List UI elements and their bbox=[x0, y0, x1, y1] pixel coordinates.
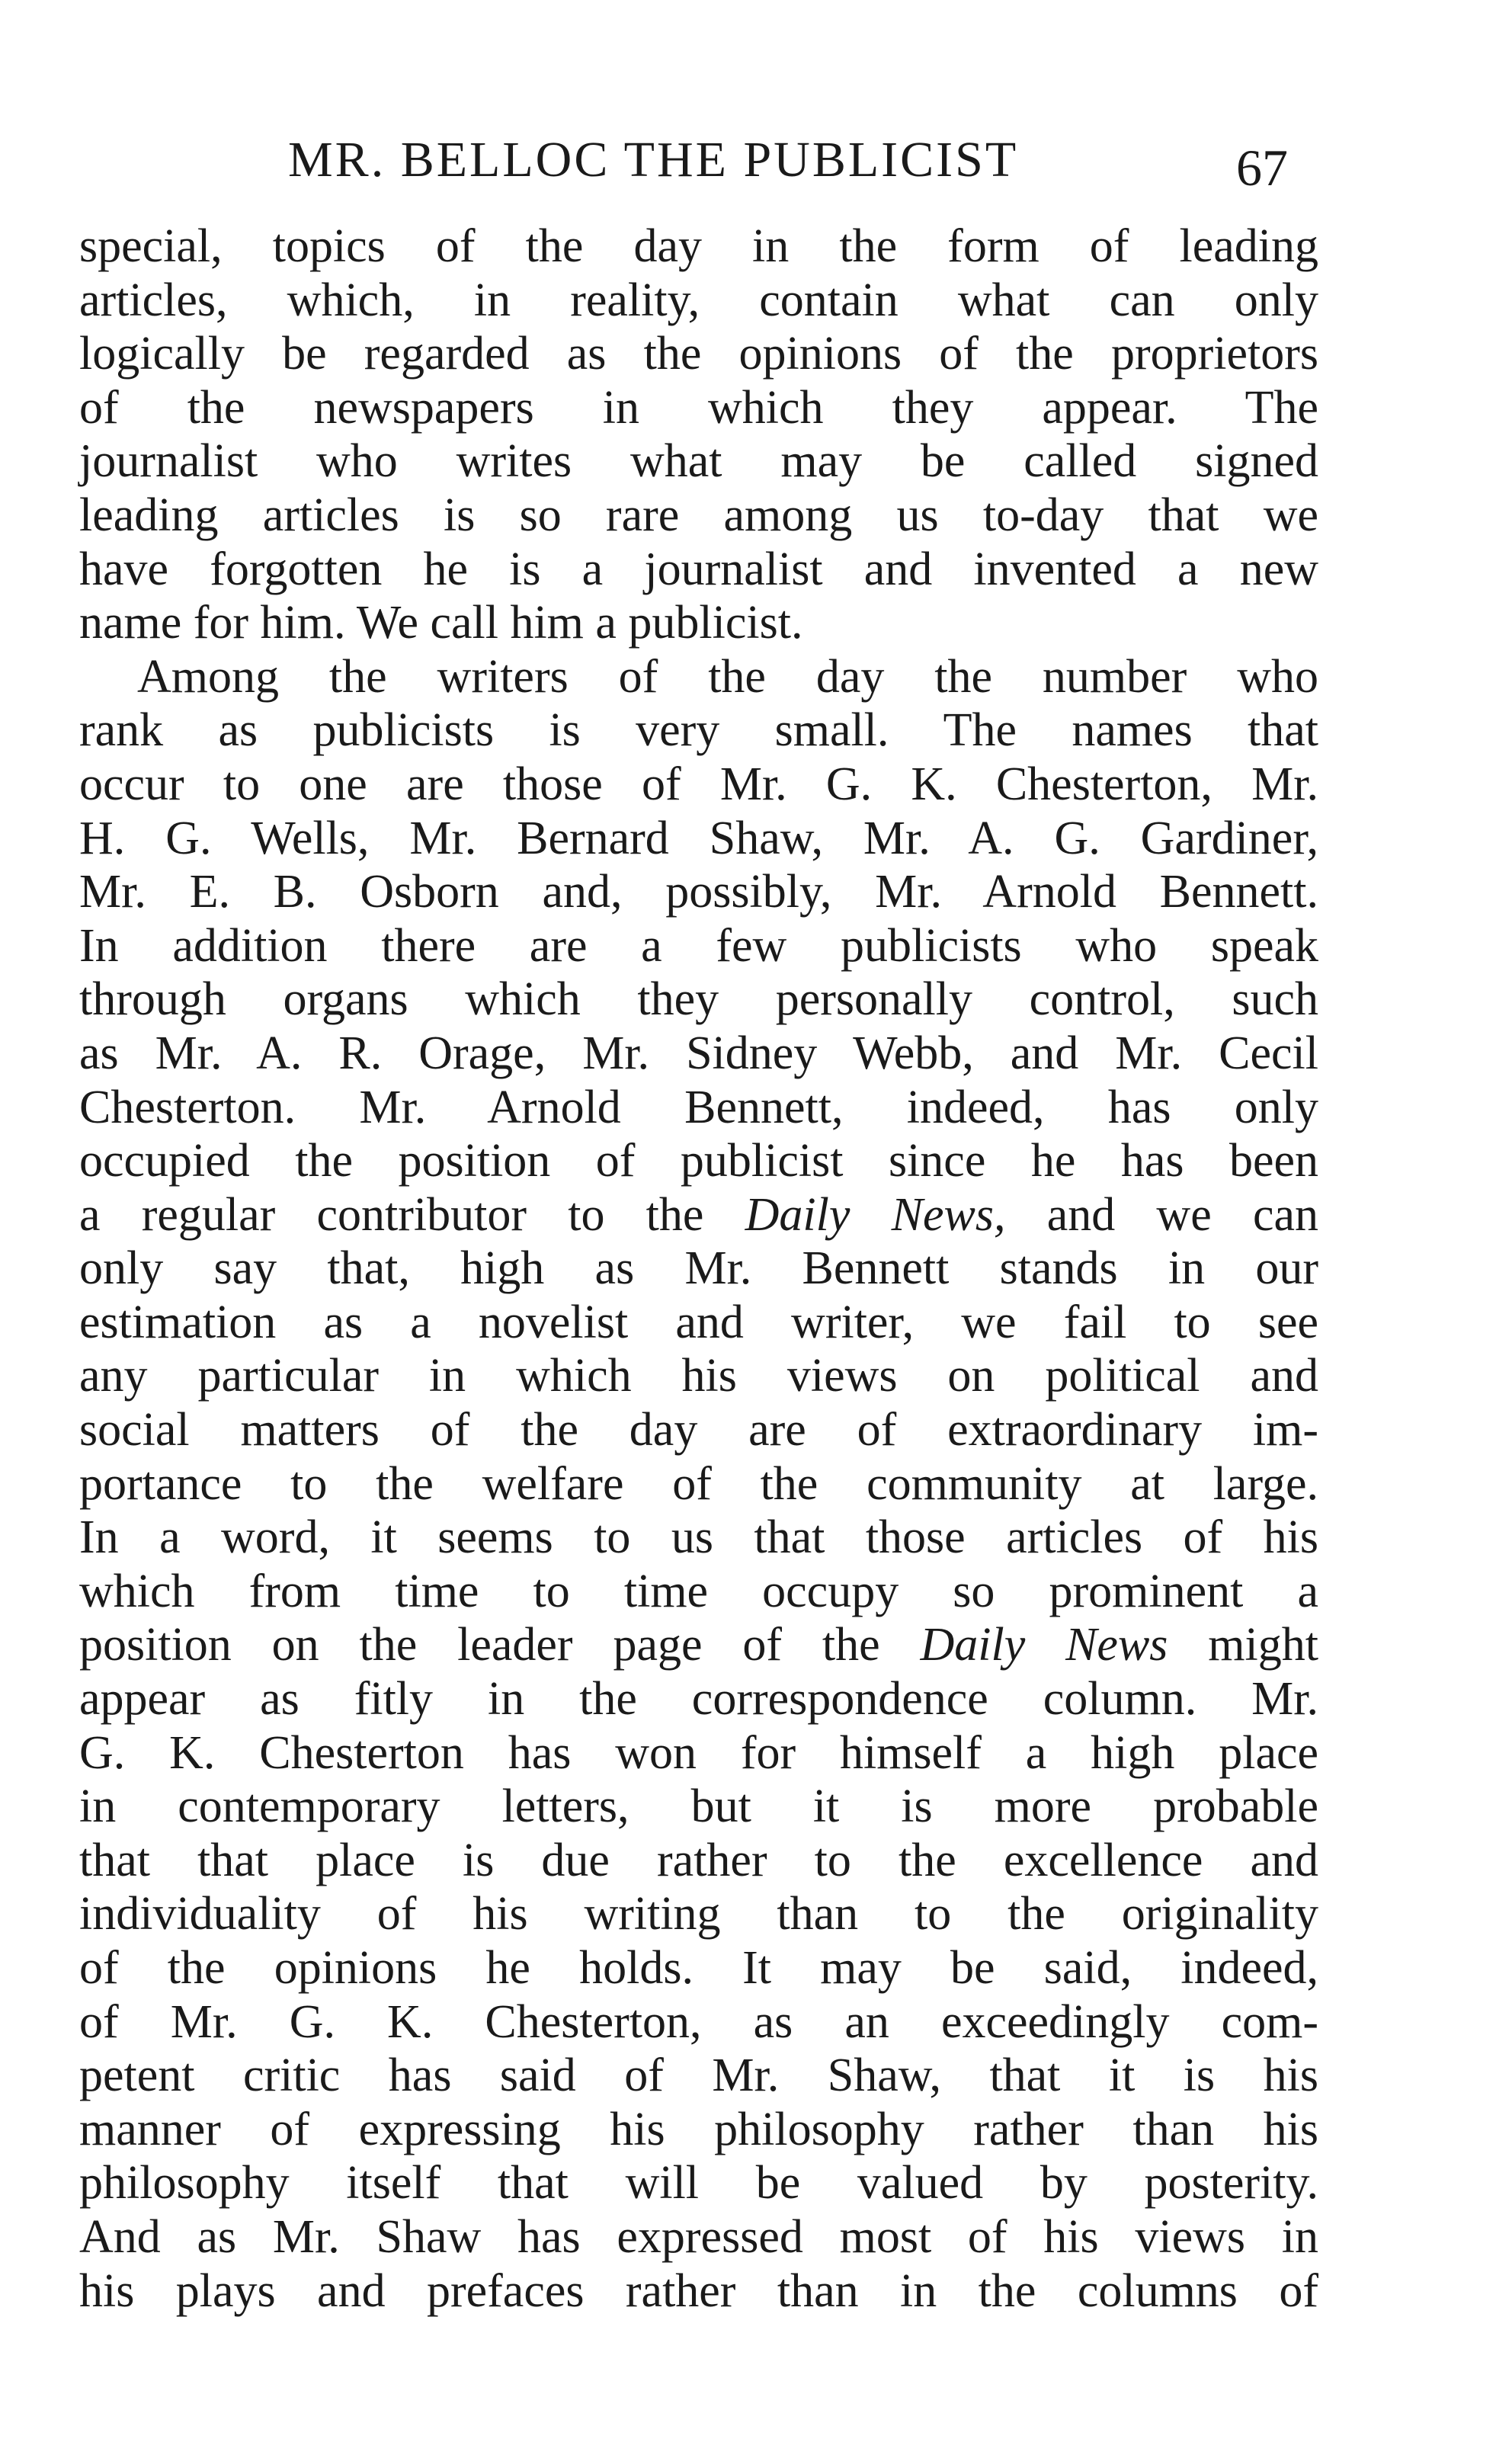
text-run: H. G. Wells, Mr. Bernard Shaw, Mr. A. G. Gardiner, bbox=[79, 812, 1318, 864]
text-line bbox=[79, 1511, 1318, 1565]
running-head-title: MR. BELLOC THE PUBLICIST bbox=[288, 132, 1019, 187]
text-line bbox=[79, 2264, 1318, 2319]
text-line bbox=[79, 1941, 1318, 1995]
text-line bbox=[79, 2103, 1318, 2157]
text-line bbox=[79, 220, 1318, 274]
text-run: and we can bbox=[1005, 1188, 1318, 1241]
text-line bbox=[79, 1027, 1318, 1081]
text-run: special, topics of the day in the form of leading bbox=[79, 220, 1318, 272]
text-line bbox=[79, 1995, 1318, 2049]
text-run: have forgotten he is a journalist and invented a new bbox=[79, 543, 1318, 595]
text-line bbox=[79, 274, 1318, 328]
text-line bbox=[79, 1296, 1318, 1350]
text-line bbox=[79, 1242, 1318, 1296]
text-line bbox=[79, 919, 1318, 973]
text-line bbox=[79, 1565, 1318, 1619]
text-line bbox=[79, 2156, 1318, 2210]
page-number: 67 bbox=[1236, 139, 1288, 197]
italic-title: Daily News, bbox=[745, 1188, 1006, 1241]
text-run: might bbox=[1168, 1619, 1318, 1671]
text-run: a regular contributor to the bbox=[79, 1188, 745, 1241]
text-line bbox=[79, 1188, 1318, 1242]
italic-title: Daily News bbox=[920, 1619, 1168, 1671]
text-line bbox=[79, 1134, 1318, 1188]
text-line bbox=[79, 1618, 1318, 1672]
text-run: rank as publicists is very small. The names that bbox=[79, 704, 1318, 757]
text-line bbox=[79, 1457, 1318, 1511]
text-line bbox=[79, 1726, 1318, 1780]
text-line bbox=[79, 1403, 1318, 1457]
text-run: as Mr. A. R. Orage, Mr. Sidney Webb, and Mr. Cecil bbox=[79, 1027, 1318, 1079]
text-run: occur to one are those of Mr. G. K. Chesterton, Mr. bbox=[79, 758, 1318, 810]
text-line bbox=[79, 650, 1318, 704]
text-run: position on the leader page of the bbox=[79, 1619, 921, 1671]
text-line bbox=[79, 2210, 1318, 2264]
text-run: any particular in which his views on political and bbox=[79, 1350, 1318, 1402]
text-line bbox=[79, 543, 1318, 597]
text-line bbox=[79, 434, 1318, 489]
text-line bbox=[79, 1081, 1318, 1135]
text-line bbox=[79, 1672, 1318, 1726]
text-run: which from time to time occupy so prominent a bbox=[79, 1565, 1318, 1617]
text-run: individuality of his writing than to the originality bbox=[79, 1888, 1318, 1940]
text-run: Mr. E. B. Osborn and, possibly, Mr. Arnold Bennett. bbox=[79, 866, 1318, 918]
text-line bbox=[79, 596, 1318, 650]
text-run: only say that, high as Mr. Bennett stands in our bbox=[79, 1242, 1318, 1295]
text-run: of the newspapers in which they appear. The bbox=[79, 381, 1318, 434]
text-run: logically be regarded as the opinions of the proprietors bbox=[79, 328, 1318, 380]
text-line bbox=[79, 381, 1318, 435]
text-run: his plays and prefaces rather than in the columns of bbox=[79, 2264, 1318, 2317]
text-run: name for him. We call him a publicist. bbox=[79, 597, 803, 649]
text-line bbox=[79, 1349, 1318, 1403]
text-line bbox=[79, 758, 1318, 812]
text-line bbox=[79, 1834, 1318, 1888]
text-run: social matters of the day are of extraordinary im- bbox=[79, 1404, 1318, 1457]
text-line bbox=[79, 812, 1318, 866]
text-run: that that place is due rather to the excellence and bbox=[79, 1834, 1318, 1886]
text-run: Among the writers of the day the number who bbox=[137, 650, 1318, 703]
text-run: portance to the welfare of the community at large. bbox=[79, 1457, 1318, 1510]
text-line bbox=[79, 489, 1318, 543]
text-run: petent critic has said of Mr. Shaw, that it is his bbox=[79, 2049, 1318, 2102]
text-line bbox=[79, 2049, 1318, 2103]
text-line bbox=[79, 973, 1318, 1027]
text-run: of the opinions he holds. It may be said, indeed, bbox=[79, 1942, 1318, 1994]
text-line bbox=[79, 327, 1318, 381]
text-run: And as Mr. Shaw has expressed most of his views in bbox=[79, 2210, 1318, 2263]
text-run: articles, which, in reality, contain what can only bbox=[79, 274, 1318, 326]
text-line bbox=[79, 1887, 1318, 1941]
body-text bbox=[79, 220, 1318, 2318]
text-run: through organs which they personally control, such bbox=[79, 973, 1318, 1026]
text-run: G. K. Chesterton has won for himself a high place bbox=[79, 1726, 1318, 1779]
text-run: Chesterton. Mr. Arnold Bennett, indeed, has only bbox=[79, 1081, 1318, 1133]
text-run: In addition there are a few publicists who speak bbox=[79, 919, 1318, 972]
text-run: manner of expressing his philosophy rather than his bbox=[79, 2103, 1318, 2155]
text-run: In a word, it seems to us that those articles of his bbox=[79, 1511, 1318, 1564]
text-run: occupied the position of publicist since he has been bbox=[79, 1135, 1318, 1187]
text-run: estimation as a novelist and writer, we fail to see bbox=[79, 1296, 1318, 1348]
text-run: of Mr. G. K. Chesterton, as an exceedingly com- bbox=[79, 1995, 1318, 2048]
text-run: philosophy itself that will be valued by posterity. bbox=[79, 2157, 1318, 2210]
text-run: in contemporary letters, but it is more probable bbox=[79, 1780, 1318, 1833]
text-line bbox=[79, 703, 1318, 758]
text-run: leading articles is so rare among us to-day that we bbox=[79, 489, 1318, 541]
text-run: journalist who writes what may be called signed bbox=[79, 435, 1318, 488]
text-run: appear as fitly in the correspondence column. Mr. bbox=[79, 1673, 1318, 1726]
text-line bbox=[79, 1780, 1318, 1834]
text-line bbox=[79, 865, 1318, 919]
running-head bbox=[0, 130, 1512, 197]
